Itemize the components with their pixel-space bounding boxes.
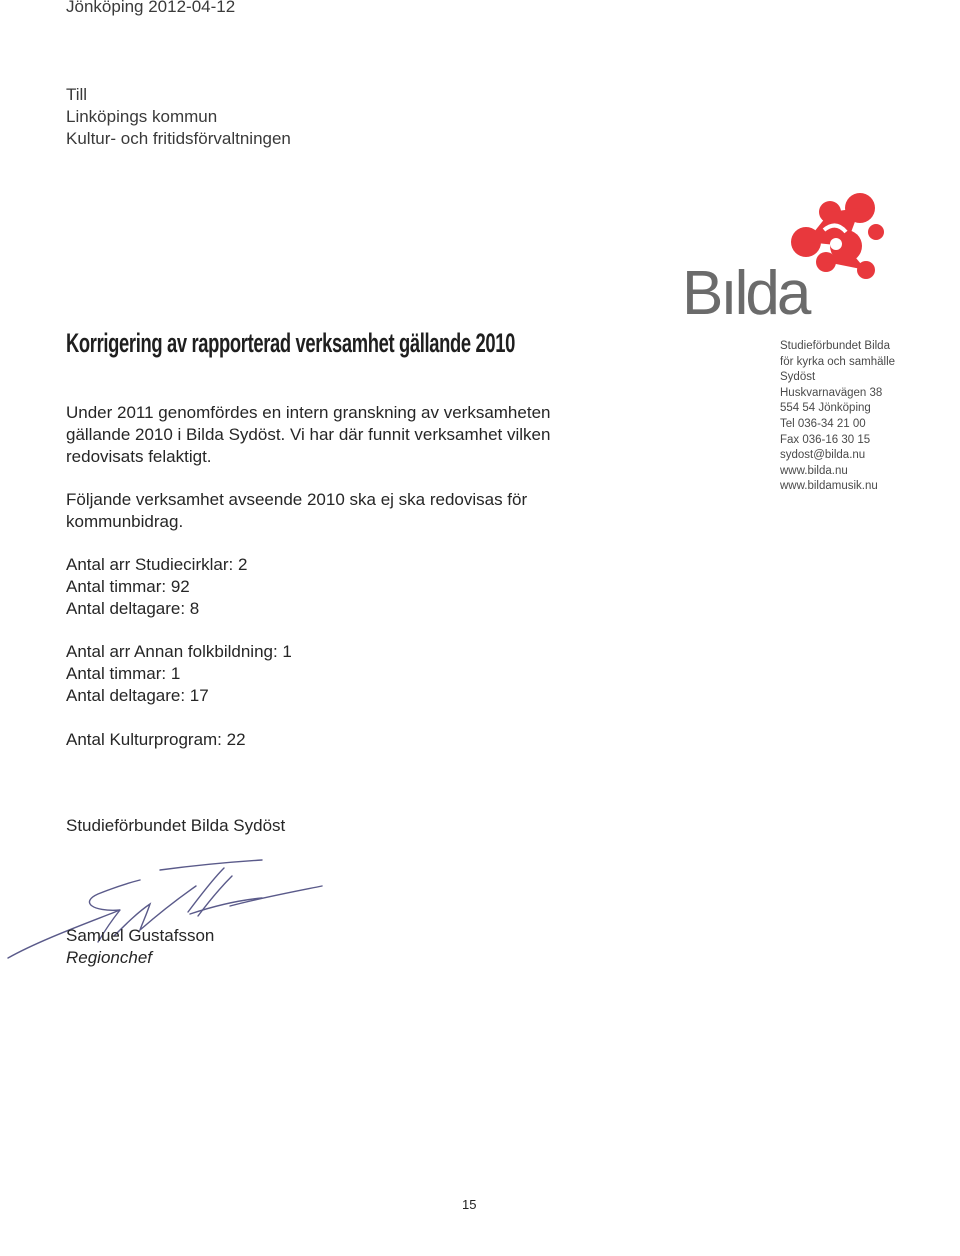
recipient-block <box>66 84 291 150</box>
annan-deltagare: Antal deltagare: 17 <box>66 686 209 705</box>
letter-date: Jönköping 2012-04-12 <box>66 0 236 16</box>
bilda-logo <box>680 186 890 326</box>
contact-line: Huskvarnavägen 38 <box>780 386 883 399</box>
signer-title: Regionchef <box>66 948 153 967</box>
annan-timmar: Antal timmar: 1 <box>66 664 181 683</box>
contact-website: www.bilda.nu <box>780 464 848 477</box>
contact-website: www.bildamusik.nu <box>780 480 878 493</box>
signer-block <box>66 925 214 969</box>
annan-folkbildning-block <box>66 641 292 707</box>
intro-paragraph: Under 2011 genomfördes en intern granskning av verksamheten gällande 2010 i Bilda Sydöst. Vi har där funnit verksamhet vilken redovisats felaktigt. <box>66 403 551 466</box>
annan-arr: Antal arr Annan folkbildning: 1 <box>66 642 292 661</box>
kulturprogram-line: Antal Kulturprogram: 22 <box>66 730 246 749</box>
recipient-line: Kultur- och fritidsförvaltningen <box>66 129 291 148</box>
contact-line: för kyrka och samhälle <box>780 355 896 368</box>
contact-line: Tel 036-34 21 00 <box>780 417 866 430</box>
logo-text: Bılda <box>682 259 809 326</box>
contact-line: Fax 036-16 30 15 <box>780 433 871 446</box>
contact-email: sydost@bilda.nu <box>780 449 866 462</box>
recipient-line: Linköpings kommun <box>66 107 218 126</box>
studiecirklar-arr: Antal arr Studiecirklar: 2 <box>66 555 248 574</box>
contact-block <box>780 339 895 495</box>
organization-name: Studieförbundet Bilda Sydöst <box>66 816 286 835</box>
studiecirklar-timmar: Antal timmar: 92 <box>66 577 190 596</box>
bilda-logo-graphic <box>680 186 890 326</box>
followup-paragraph: Följande verksamhet avseende 2010 ska ej ska redovisas för kommunbidrag. <box>66 490 528 531</box>
contact-line: 554 54 Jönköping <box>780 402 871 415</box>
studiecirklar-deltagare: Antal deltagare: 8 <box>66 599 200 618</box>
contact-line: Studieförbundet Bilda <box>780 340 890 352</box>
page-number: 15 <box>462 1197 477 1212</box>
signer-name: Samuel Gustafsson <box>66 926 215 945</box>
letter-title: Korrigering av rapporterad verksamhet gällande 2010 <box>66 328 515 358</box>
contact-line: Sydöst <box>780 371 816 384</box>
studiecirklar-block <box>66 554 247 620</box>
recipient-line: Till <box>66 85 88 104</box>
